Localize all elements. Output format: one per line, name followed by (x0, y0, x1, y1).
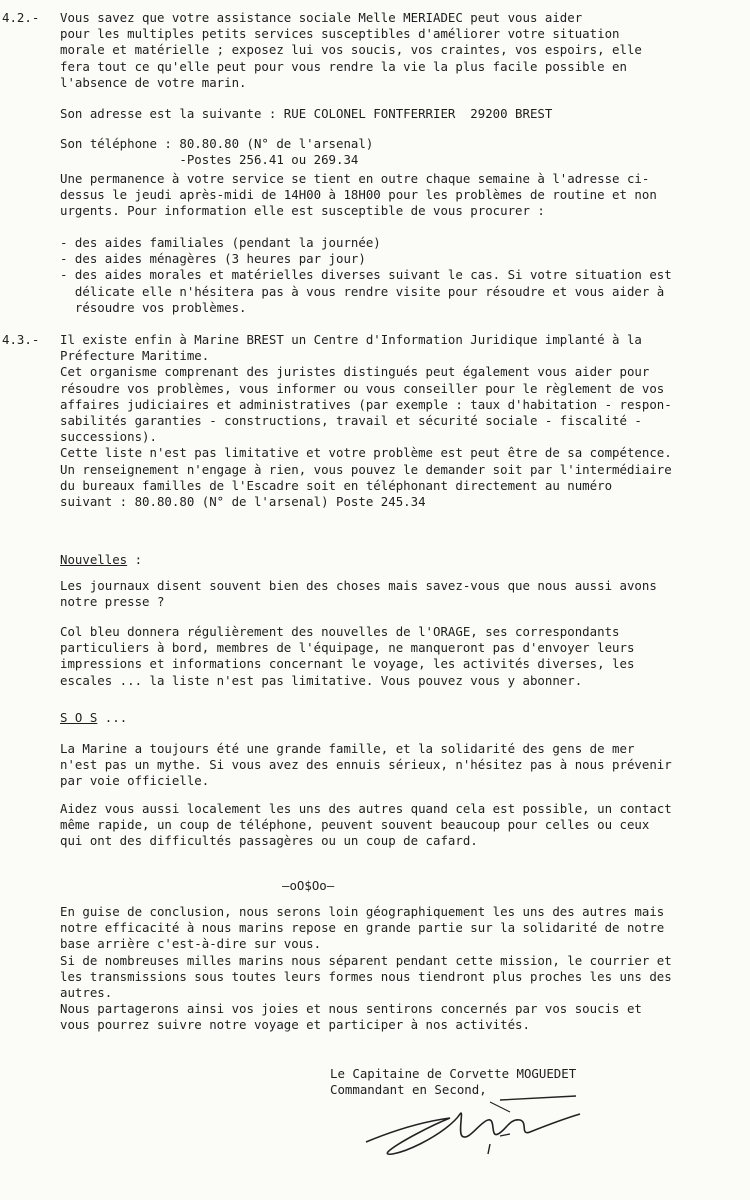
social-worker-extensions: -Postes 256.41 ou 269.34 (60, 152, 359, 167)
signatory-role: Commandant en Second, (330, 1082, 487, 1097)
sos-paragraph-2: Aidez vous aussi localement les uns des autres quand cela est possible, un contact même rapide, un coup de téléphone, peuvent souvent beaucoup pour celles ou ceux qui ont des difficultés passagères ou un coup de cafard. (60, 801, 672, 849)
signatory-title: Le Capitaine de Corvette MOGUEDET (330, 1066, 577, 1081)
sos-heading (60, 710, 127, 726)
handwritten-signature (360, 1092, 600, 1172)
sos-paragraph-1: La Marine a toujours été une grande famille, et la solidarité des gens de mer n'est pas un mythe. Si vous avez des ennuis sérieux, n'hésitez pas à nous prévenir par voie officielle. (60, 741, 672, 789)
nouvelles-paragraph-2: Col bleu donnera régulièrement des nouvelles de l'ORAGE, ses correspondants particuliers à bord, membres de l'équipage, ne manqueront pas d'envoyer leurs impressions et informations concernant le voyage, les activités diverses, les escales ... la liste n'est pas limitative. Vous pouvez vous y abonner. (60, 624, 635, 688)
section-4-2-paragraph-2: Une permanence à votre service se tient en outre chaque semaine à l'adresse ci- dessus le jeudi après-midi de 14H00 à 18H00 pour les problèmes de routine et non urgents. Pour information elle est susceptible de vous procurer : (60, 171, 657, 219)
sos-heading-suffix: ... (97, 710, 128, 725)
aid-list: - des aides familiales (pendant la journée) - des aides ménagères (3 heures par jour) - des aides morales et matérielles diverses suivant le cas. Si votre situation est délicate elle n'hésitera pas à vous rendre visite pour résoudre et vous aider à résoudre vos problèmes. (60, 235, 672, 315)
social-worker-address: Son adresse est la suivante : RUE COLONEL FONTFERRIER 29200 BREST (60, 106, 553, 121)
signature-underline-stroke (498, 1092, 578, 1104)
conclusion-paragraph: En guise de conclusion, nous serons loin géographiquement les uns des autres mais notre efficacité à nous marins repose en grande partie sur la solidarité de notre base arrière c'est-à-dire sur vous. Si de nombreuses milles marins nous séparent pendant cette mission, le courrier et les transmissions sous toutes leurs formes nous tiendront plus proches les uns des autres. Nous partagerons ainsi vos joies et nous sentirons concernés par vos soucis et vous pourrez suivre notre voyage et participer à nos activités. (60, 904, 672, 1033)
section-4-2-paragraph-1: Vous savez que votre assistance sociale Melle MERIADEC peut vous aider pour les multiples petits services susceptibles d'améliorer votre situation morale et matérielle ; exposez lui vos soucis, vos craintes, vos espoirs, elle fera tout ce qu'elle peut pour vous rendre la vie la plus facile possible en l'absence de votre marin. (60, 10, 642, 90)
nouvelles-heading (60, 552, 142, 568)
nouvelles-heading-suffix: : (127, 552, 143, 567)
nouvelles-heading-text: Nouvelles (60, 552, 128, 567)
section-number-4-2: 4.2.- (2, 10, 40, 25)
nouvelles-paragraph-1: Les journaux disent souvent bien des choses mais savez-vous que nous aussi avons notre presse ? (60, 578, 657, 610)
section-separator: —oO$Oo— (282, 878, 335, 893)
social-worker-phone: Son téléphone : 80.80.80 (N° de l'arsenal) (60, 136, 374, 151)
section-number-4-3: 4.3.- (2, 332, 40, 347)
section-4-3-text: Il existe enfin à Marine BREST un Centre d'Information Juridique implanté à la Préfecture Maritime. Cet organisme comprenant des juristes distingués peut également vous aider pour résoudre vos problèmes, vous informer ou vous conseiller pour le règlement de vos affaires judiciaires et administratives (par exemple : taux d'habitation - respon- sabilités garanties - constructions, travail et sécurité sociale - fiscalité - successions). Cette liste n'est pas limitative et votre problème est peut être de sa compétence. Un renseignement n'engage à rien, vous pouvez le demander soit par l'intermédiaire du bureaux familles de l'Escadre soit en téléphonant directement au numéro suivant : 80.80.80 (N° de l'arsenal) Poste 245.34 (60, 332, 672, 510)
sos-heading-text: S O S (60, 710, 98, 725)
